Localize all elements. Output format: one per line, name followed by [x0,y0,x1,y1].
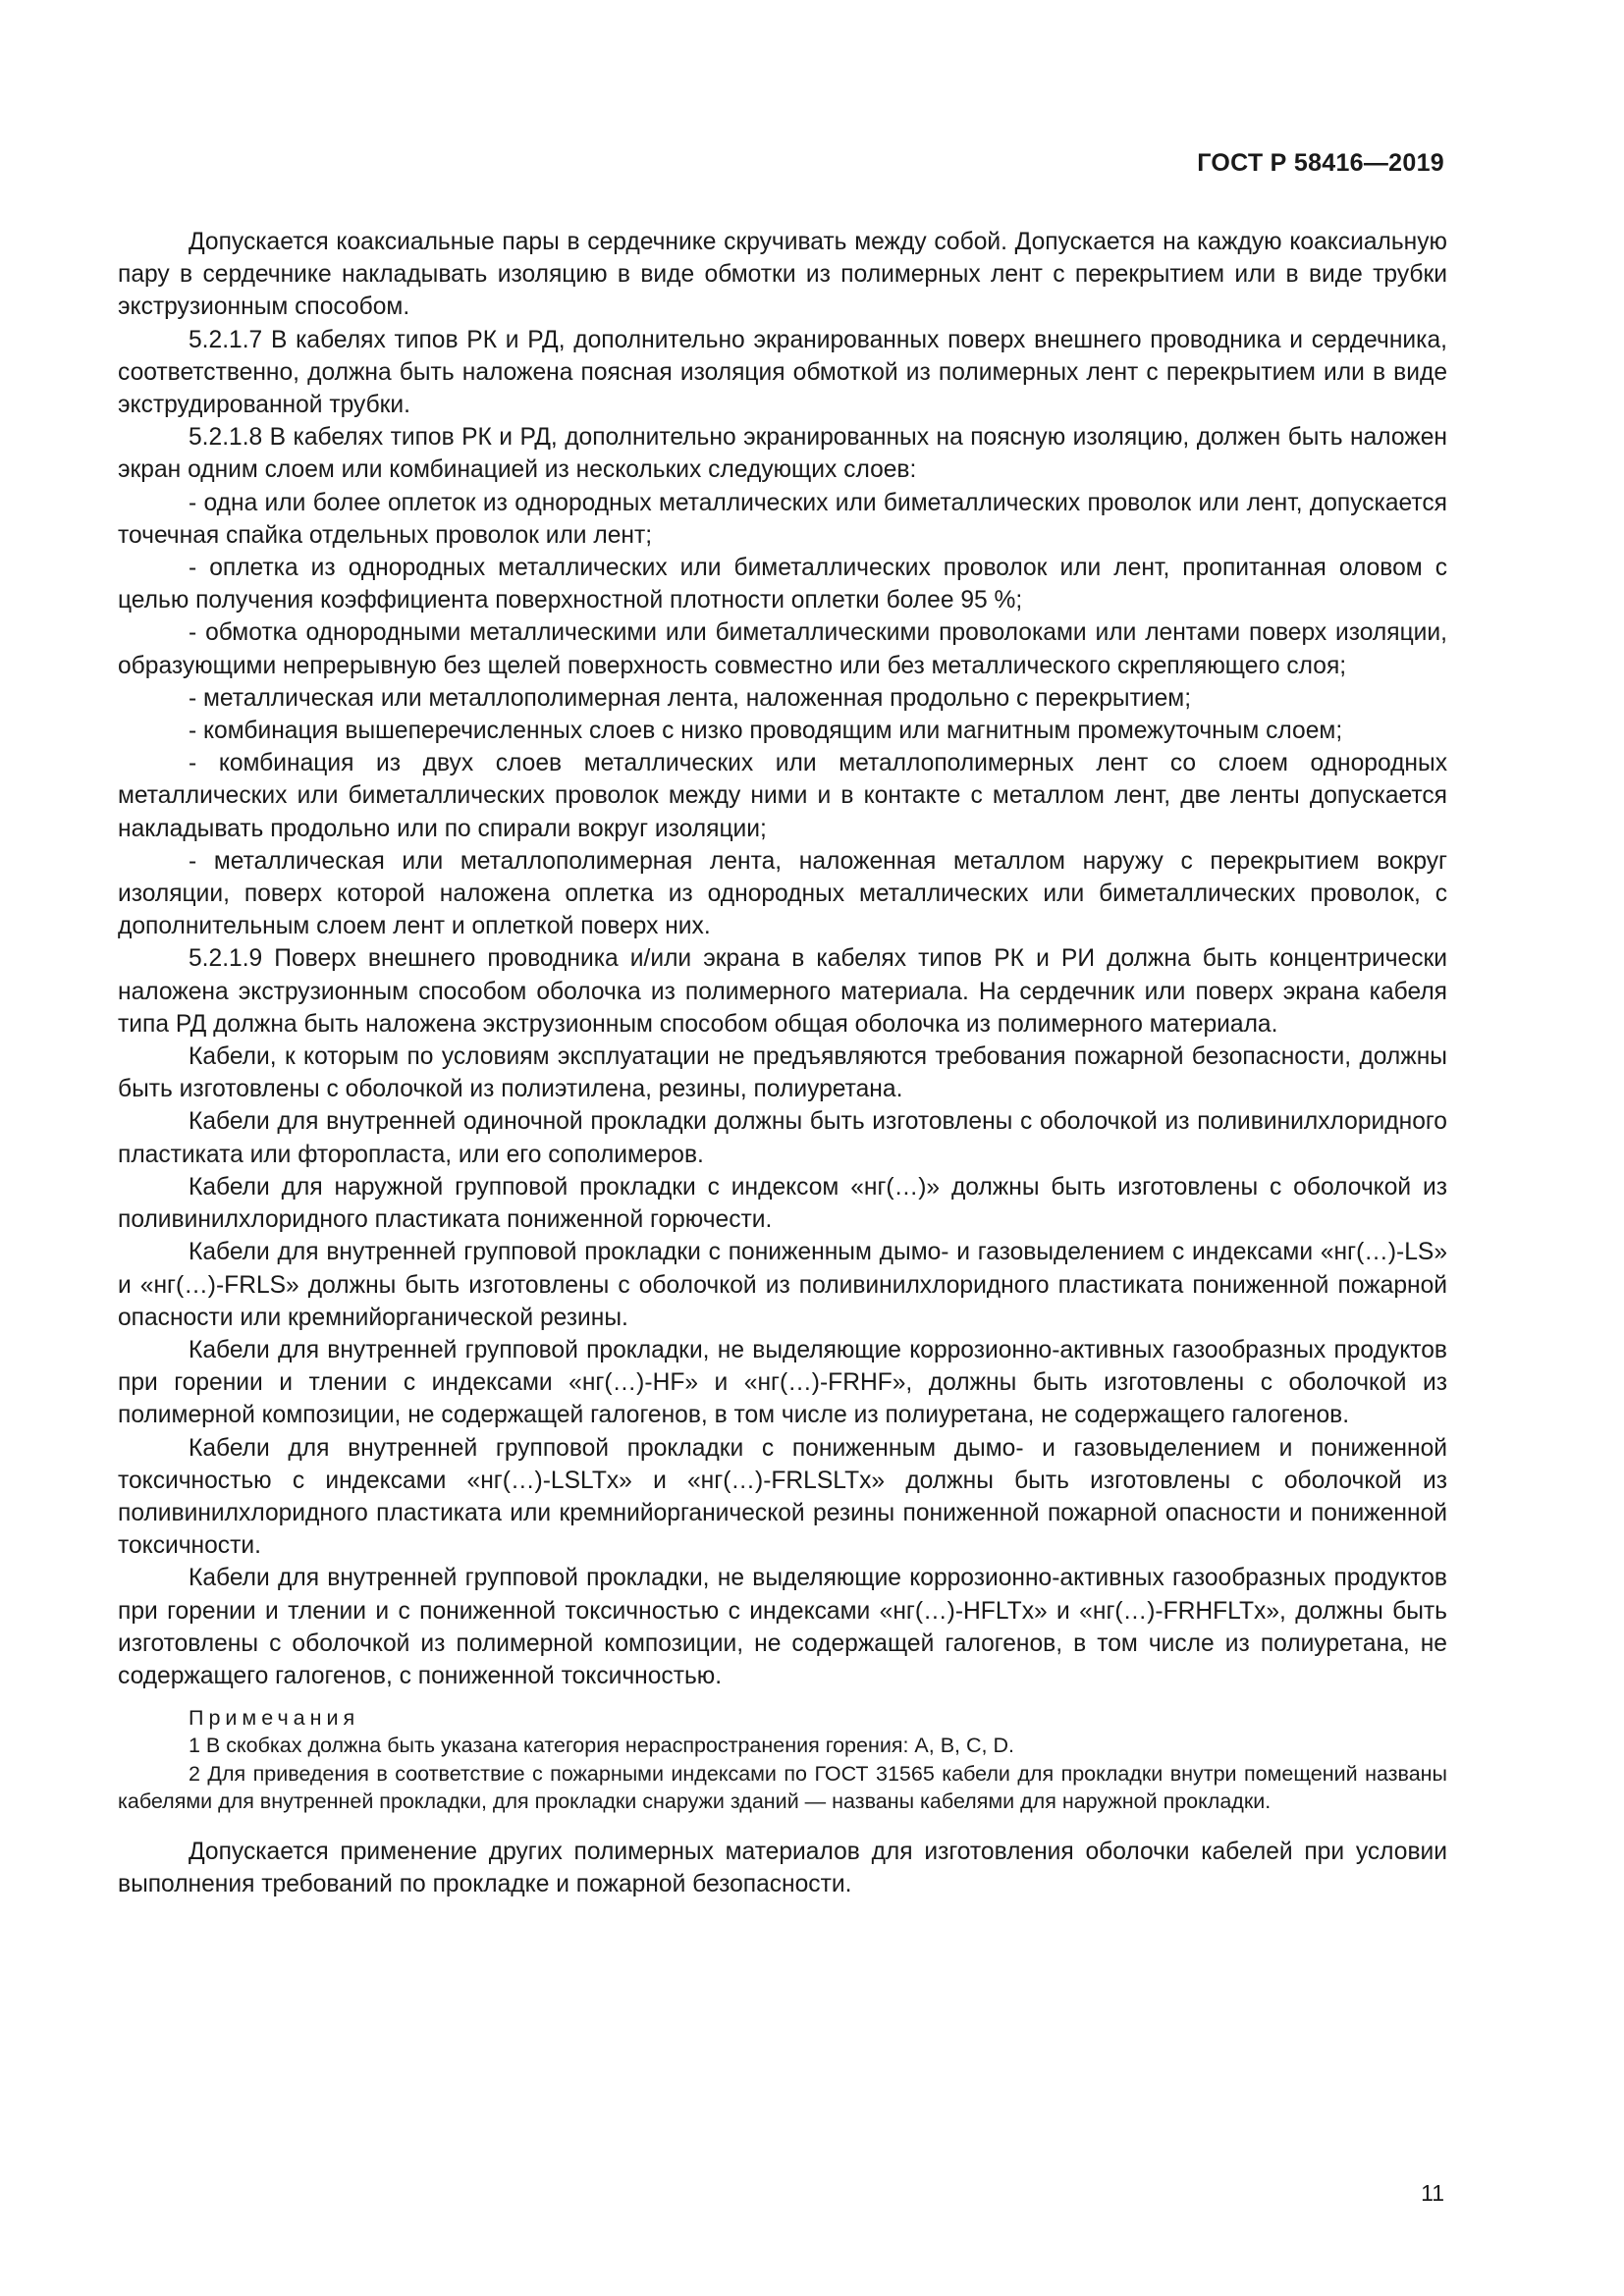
paragraph: Кабели для внутренней групповой прокладки с пониженным дымо- и газовыделением и пониженной токсичностью с индексами «нг(…)-LSLTx» и «нг(…)-FRLSLTx» должны быть изготовлены с оболочкой из поливинилхлоридного пластиката или кремнийорганической резины пониженной пожарной опасности и пониженной токсичности. [118,1434,1447,1560]
paragraph: Допускается коаксиальные пары в сердечнике скручивать между собой. Допускается на каждую коаксиальную пару в сердечнике накладывать изоляцию в виде обмотки из полимерных лент с перекрытием или в виде трубки экструзионным способом. [118,229,1447,321]
paragraph: Кабели для внутренней групповой прокладки, не выделяющие коррозионно-активных газообразных продуктов при горении и тлении и с пониженной токсичностью с индексами «нг(…)-HFLTx» и «нг(…)-FRHFLTx», должны быть изготовлены с оболочкой из полимерной композиции, не содержащей галогенов, в том числе из полиуретана, не содержащего галогенов, с пониженной токсичностью. [118,1565,1447,1689]
paragraph: Кабели для наружной групповой прокладки с индексом «нг(…)» должны быть изготовлены с оболочкой из поливинилхлоридного пластиката пониженной горючести. [118,1173,1447,1234]
document-header: ГОСТ Р 58416—2019 [1197,149,1444,177]
document-body [118,226,1447,1900]
note-item: 1 В скобках должна быть указана категория нераспространения горения: A, B, C, D. [189,1734,1014,1758]
paragraph: Кабели, к которым по условиям эксплуатации не предъявляются требования пожарной безопасности, должны быть изготовлены с оболочкой из полиэтилена, резины, полиуретана. [118,1043,1447,1103]
paragraph: Кабели для внутренней групповой прокладки с пониженным дымо- и газовыделением с индексами «нг(…)-LS» и «нг(…)-FRLS» должны быть изготовлены с оболочкой из поливинилхлоридного пластиката пониженной пожарной опасности или кремнийорганической резины. [118,1239,1447,1331]
paragraph: 5.2.1.7 В кабелях типов РК и РД, дополнительно экранированных поверх внешнего проводника и сердечника, соответственно, должна быть наложена поясная изоляция обмоткой из полимерных лент с перекрытием или в виде экструдированной трубки. [118,326,1447,419]
notes-section [118,1704,1447,1816]
note-item: 2 Для приведения в соответствие с пожарными индексами по ГОСТ 31565 кабели для прокладки внутри помещений названы кабелями для внутренней прокладки, для прокладки снаружи зданий — названы кабелями для наружной прокладки. [118,1761,1447,1814]
closing-paragraph: Допускается применение других полимерных материалов для изготовления оболочки кабелей при условии выполнения требований по прокладке и пожарной безопасности. [118,1838,1447,1898]
list-item: - одна или более оплеток из однородных металлических или биметаллических проволок или лент, допускается точечная спайка отдельных проволок или лент; [118,489,1447,549]
list-item: - оплетка из однородных металлических или биметаллических проволок или лент, пропитанная оловом с целью получения коэффициента поверхностной плотности оплетки более 95 %; [118,555,1447,614]
paragraph: Кабели для внутренней одиночной прокладки должны быть изготовлены с оболочкой из поливинилхлоридного пластиката или фторопласта, или его сополимеров. [118,1108,1447,1168]
list-item: - металлическая или металлополимерная лента, наложенная металлом наружу с перекрытием вокруг изоляции, поверх которой наложена оплетка из однородных металлических или биметаллических проволок, с дополнительным слоем лент и оплеткой поверх них. [118,847,1447,940]
paragraph: 5.2.1.9 Поверх внешнего проводника и/или экрана в кабелях типов РК и РИ должна быть концентрически наложена экструзионным способом оболочка из полимерного материала. На сердечник или поверх экрана кабеля типа РД должна быть наложена экструзионным способом общая оболочка из полимерного материала. [118,945,1447,1038]
paragraph: Кабели для внутренней групповой прокладки, не выделяющие коррозионно-активных газообразных продуктов при горении и тлении с индексами «нг(…)-HF» и «нг(…)-FRHF», должны быть изготовлены с оболочкой из полимерной композиции, не содержащей галогенов, в том числе из полиуретана, не содержащего галогенов. [118,1336,1447,1429]
list-item: - обмотка однородными металлическими или биметаллическими проволоками или лентами поверх изоляции, образующими непрерывную без щелей поверхность совместно или без металлического скрепляющего слоя; [118,619,1447,679]
paragraph: 5.2.1.8 В кабелях типов РК и РД, дополнительно экранированных на поясную изоляцию, должен быть наложен экран одним слоем или комбинацией из нескольких следующих слоев: [118,424,1447,484]
list-item: - комбинация из двух слоев металлических или металлополимерных лент со слоем однородных металлических или биметаллических проволок между ними и в контакте с металлом лент, две ленты допускается накладывать продольно или по спирали вокруг изоляции; [118,750,1447,842]
list-item: - комбинация вышеперечисленных слоев с низко проводящим или магнитным промежуточным слоем; [189,718,1343,745]
page-number: 11 [1421,2180,1444,2206]
list-item: - металлическая или металлополимерная лента, наложенная продольно с перекрытием; [189,684,1192,712]
notes-title: Примечания [189,1706,360,1731]
